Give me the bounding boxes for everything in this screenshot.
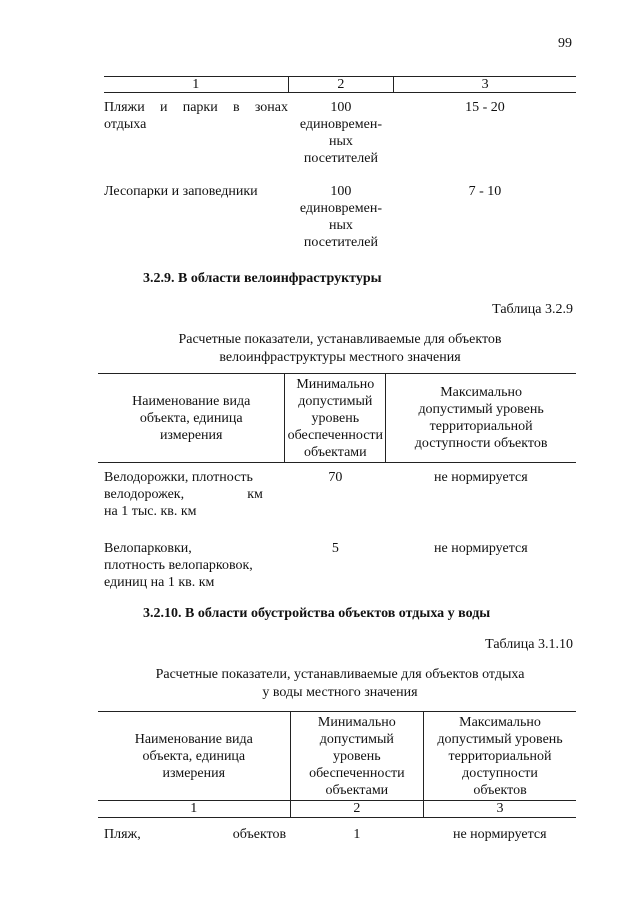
header-line: измерения bbox=[162, 765, 226, 781]
header-line: объекта, единица bbox=[142, 748, 246, 764]
header-line: объектов bbox=[473, 782, 527, 798]
header-line: Наименование вида bbox=[132, 393, 251, 409]
word: км bbox=[247, 487, 263, 502]
recreation-table-continued bbox=[104, 76, 576, 251]
caption-line: Расчетные показатели, устанавливаемые для объектов bbox=[178, 332, 502, 347]
object-name-line: Велодорожки, плотность bbox=[104, 470, 253, 485]
header-line: допустимый уровень bbox=[418, 402, 544, 417]
capacity-line: посетителей bbox=[303, 151, 378, 166]
column-number: 3 bbox=[394, 77, 576, 93]
table-caption bbox=[104, 331, 576, 367]
capacity-line: единовремен- bbox=[299, 117, 383, 132]
word: и bbox=[159, 100, 168, 115]
capacity-line: посетителей bbox=[303, 235, 378, 250]
value-cell: 70 bbox=[328, 470, 343, 485]
header-line: измерения bbox=[159, 427, 223, 443]
table-row bbox=[104, 93, 576, 168]
word: велодорожек, bbox=[104, 487, 185, 502]
section-title: 3.2.9. В области велоинфраструктуры bbox=[143, 271, 382, 286]
object-name-line: единиц на 1 кв. км bbox=[104, 575, 215, 590]
header-line: территориальной bbox=[448, 748, 552, 764]
table-row bbox=[104, 167, 576, 251]
column-number: 1 bbox=[104, 77, 288, 93]
object-name-line: Велопарковки, bbox=[104, 541, 192, 556]
caption-line: у воды местного значения bbox=[262, 685, 418, 700]
header-line: допустимый bbox=[319, 731, 394, 747]
header-line: доступности bbox=[462, 765, 538, 781]
capacity-cell bbox=[288, 167, 394, 251]
capacity-line: 100 bbox=[330, 184, 352, 199]
table-row bbox=[98, 463, 576, 521]
capacity-line: единовремен- bbox=[299, 201, 383, 216]
word: зонах bbox=[254, 100, 288, 115]
access-cell: не нормируется bbox=[434, 470, 528, 485]
object-name-line bbox=[104, 826, 290, 843]
word: объектов bbox=[232, 827, 287, 842]
header-line: объекта, единица bbox=[139, 410, 243, 426]
header-cell bbox=[386, 374, 576, 463]
table-header-row bbox=[98, 712, 576, 801]
header-line: Минимально bbox=[296, 376, 375, 392]
object-name-cell bbox=[98, 463, 285, 521]
header-line: допустимый bbox=[298, 393, 373, 409]
page-number: 99 bbox=[558, 36, 572, 51]
header-line: объектами bbox=[303, 444, 367, 460]
word: в bbox=[232, 100, 240, 115]
header-line: допустимый уровень bbox=[437, 731, 563, 747]
value-cell: 7 - 10 bbox=[468, 184, 502, 199]
column-number-row bbox=[98, 801, 576, 818]
capacity-cell bbox=[288, 93, 394, 168]
object-name-cell bbox=[98, 818, 290, 844]
table-row bbox=[98, 520, 576, 591]
word: Пляжи bbox=[104, 100, 145, 115]
word: Пляж, bbox=[104, 827, 141, 842]
header-line: Максимально bbox=[459, 714, 541, 730]
header-line: Наименование вида bbox=[134, 731, 253, 747]
object-name-cell bbox=[98, 520, 285, 591]
header-line: обеспеченности bbox=[309, 765, 405, 781]
table-label: Таблица 3.2.9 bbox=[492, 302, 573, 317]
header-line: Максимально bbox=[440, 385, 522, 400]
header-line: обеспеченности bbox=[287, 427, 384, 443]
header-cell bbox=[285, 374, 386, 463]
object-name-line: плотность велопарковок, bbox=[104, 558, 253, 573]
table-caption bbox=[104, 666, 576, 702]
access-cell: не нормируется bbox=[452, 827, 547, 842]
object-name-line bbox=[104, 99, 288, 116]
value-cell: 15 - 20 bbox=[465, 100, 505, 115]
column-number-row bbox=[104, 77, 576, 93]
header-line: Минимально bbox=[317, 714, 396, 730]
header-cell bbox=[98, 712, 290, 801]
object-name-line: отдыха bbox=[104, 117, 147, 132]
capacity-line: ных bbox=[328, 134, 353, 149]
object-name-cell bbox=[104, 93, 288, 168]
caption-line: Расчетные показатели, устанавливаемые для объектов отдыха bbox=[155, 667, 525, 682]
value-cell: 1 bbox=[353, 827, 361, 842]
access-cell: не нормируется bbox=[434, 541, 528, 556]
header-line: доступности объектов bbox=[414, 436, 548, 451]
bicycle-infrastructure-table bbox=[98, 373, 576, 591]
object-name-cell: Лесопарки и заповедники bbox=[104, 184, 258, 199]
column-number: 2 bbox=[290, 801, 423, 818]
column-number: 2 bbox=[288, 77, 394, 93]
capacity-line: ных bbox=[328, 218, 353, 233]
column-number: 1 bbox=[98, 801, 290, 818]
capacity-line: 100 bbox=[330, 100, 352, 115]
header-line: уровень bbox=[333, 748, 381, 764]
section-title: 3.2.10. В области обустройства объектов отдыха у воды bbox=[143, 606, 491, 621]
header-cell bbox=[290, 712, 423, 801]
caption-line: велоинфраструктуры местного значения bbox=[219, 350, 461, 365]
header-line: объектами bbox=[325, 782, 389, 798]
column-number: 3 bbox=[424, 801, 576, 818]
object-name-line: на 1 тыс. кв. км bbox=[104, 504, 197, 519]
value-cell: 5 bbox=[331, 541, 339, 556]
header-cell bbox=[98, 374, 285, 463]
word: парки bbox=[182, 100, 218, 115]
table-header-row bbox=[98, 374, 576, 463]
object-name-line bbox=[104, 486, 285, 503]
waterside-recreation-table bbox=[98, 711, 576, 843]
table-label: Таблица 3.1.10 bbox=[485, 637, 573, 652]
header-line: уровень bbox=[311, 410, 360, 426]
header-line: территориальной bbox=[429, 419, 533, 434]
table-row bbox=[98, 818, 576, 844]
header-cell bbox=[424, 712, 576, 801]
